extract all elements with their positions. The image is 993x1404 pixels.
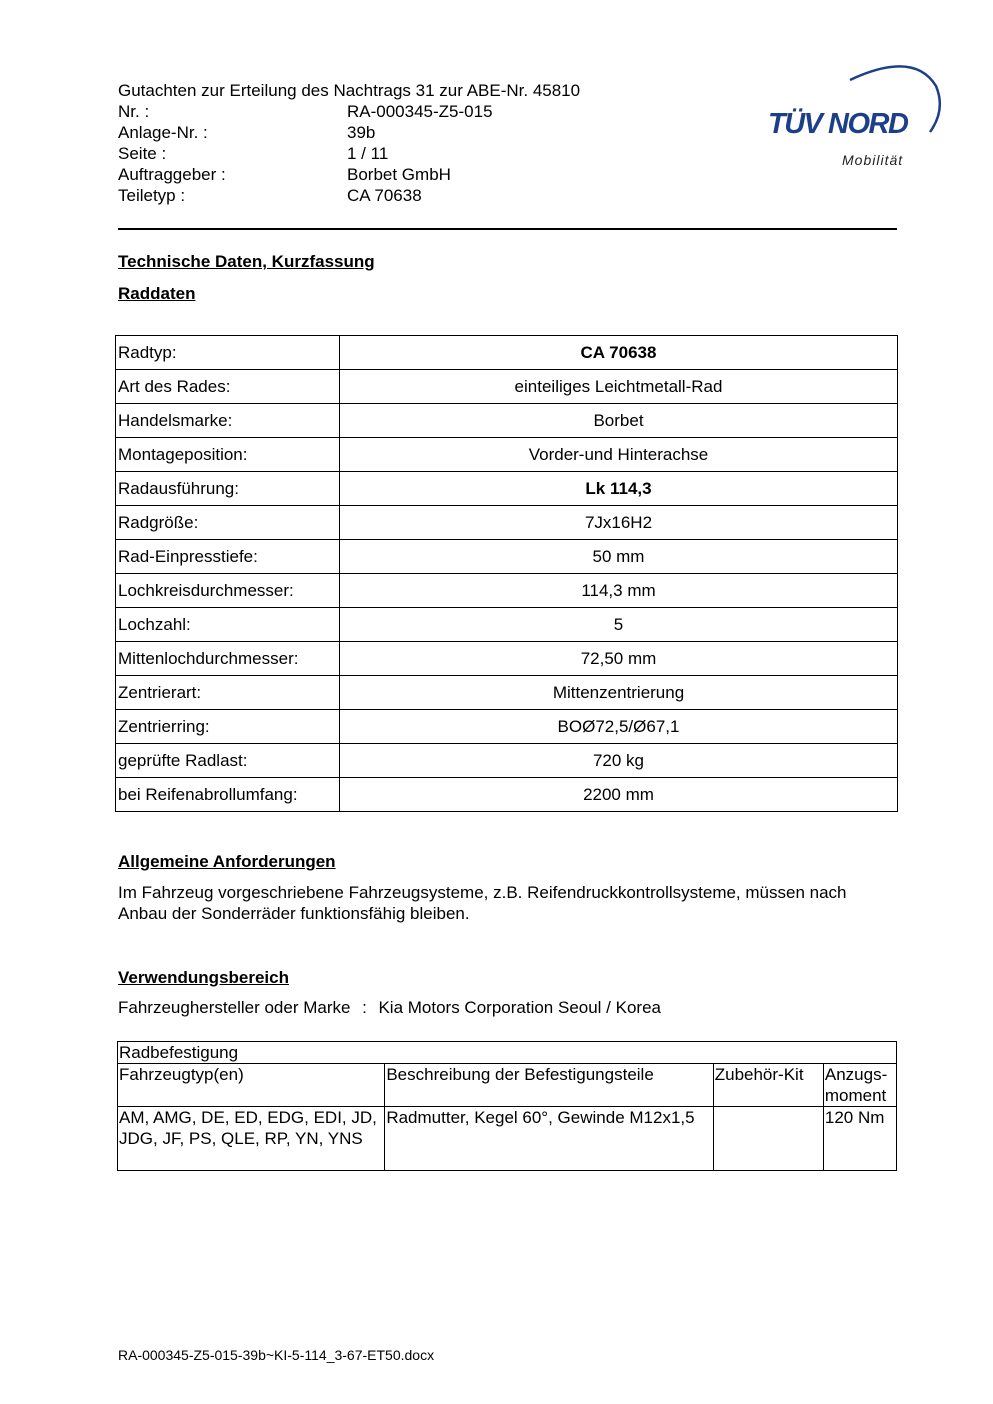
header-row-teiletyp	[118, 185, 580, 206]
header-row-anlage	[118, 122, 580, 143]
table-row	[116, 642, 898, 676]
table-row	[116, 438, 898, 472]
row-label: Handelsmarke:	[116, 404, 340, 438]
table-row	[116, 336, 898, 370]
table-cell-fixing-parts: Radmutter, Kegel 60°, Gewinde M12x1,5	[385, 1107, 713, 1171]
header-label: Teiletyp :	[118, 186, 186, 205]
table-row	[116, 574, 898, 608]
row-label: bei Reifenabrollumfang:	[116, 778, 340, 812]
row-label: geprüfte Radlast:	[116, 744, 340, 778]
header-value: CA 70638	[347, 186, 422, 205]
header-label: Auftraggeber :	[118, 165, 226, 184]
manufacturer-value: Kia Motors Corporation Seoul / Korea	[378, 998, 661, 1017]
header-value: Borbet GmbH	[347, 165, 451, 184]
row-label: Radgröße:	[116, 506, 340, 540]
header-label: Nr. :	[118, 102, 150, 121]
row-label: Rad-Einpresstiefe:	[116, 540, 340, 574]
row-value: Borbet	[340, 404, 898, 438]
table-row	[118, 1107, 897, 1171]
requirements-text: Im Fahrzeug vorgeschriebene Fahrzeugsysteme, z.B. Reifendruckkontrollsysteme, müssen nach Anbau der Sonderräder funktionsfähig bleiben.	[118, 883, 847, 923]
tuv-nord-logo	[764, 56, 944, 176]
row-label: Radtyp:	[116, 336, 340, 370]
row-value: 720 kg	[340, 744, 898, 778]
row-value: einteiliges Leichtmetall-Rad	[340, 370, 898, 404]
row-label: Montageposition:	[116, 438, 340, 472]
row-label: Zentrierring:	[116, 710, 340, 744]
table-row	[116, 778, 898, 812]
document-header	[118, 80, 580, 206]
header-value: 39b	[347, 123, 376, 142]
section-heading-allgemeine-anforderungen: Allgemeine Anforderungen	[118, 852, 336, 871]
column-header: Anzugs-moment	[823, 1064, 896, 1107]
header-label: Anlage-Nr. :	[118, 123, 208, 142]
manufacturer-separator: :	[362, 998, 367, 1017]
table-cell-accessory-kit	[713, 1107, 823, 1171]
document-footer: RA-000345-Z5-015-39b~KI-5-114_3-67-ET50.docx	[118, 1347, 435, 1363]
row-value: 7Jx16H2	[340, 506, 898, 540]
row-value: Vorder-und Hinterachse	[340, 438, 898, 472]
row-value: 72,50 mm	[340, 642, 898, 676]
row-value: CA 70638	[340, 336, 898, 370]
table-cell-vehicle-types: AM, AMG, DE, ED, EDG, EDI, JD, JDG, JF, PS, QLE, RP, YN, YNS	[118, 1107, 385, 1171]
table-row	[116, 710, 898, 744]
header-divider	[118, 228, 897, 230]
column-header: Beschreibung der Befestigungsteile	[385, 1064, 713, 1107]
row-value: BOØ72,5/Ø67,1	[340, 710, 898, 744]
section-heading-technische-daten: Technische Daten, Kurzfassung	[118, 252, 375, 271]
header-row-seite	[118, 143, 580, 164]
table-row	[116, 472, 898, 506]
header-row-nr	[118, 101, 580, 122]
table-row	[116, 370, 898, 404]
row-value: 2200 mm	[340, 778, 898, 812]
row-value: 114,3 mm	[340, 574, 898, 608]
table-row	[116, 744, 898, 778]
raddaten-table	[115, 335, 898, 812]
logo-subtitle: Mobilität	[842, 152, 904, 168]
table-row	[116, 404, 898, 438]
table-row	[116, 676, 898, 710]
header-value: 1 / 11	[347, 144, 389, 163]
table-header-row	[118, 1064, 897, 1107]
row-label: Lochzahl:	[116, 608, 340, 642]
column-header: Zubehör-Kit	[713, 1064, 823, 1107]
row-value: Lk 114,3	[340, 472, 898, 506]
row-label: Mittenlochdurchmesser:	[116, 642, 340, 676]
row-label: Art des Rades:	[116, 370, 340, 404]
table-cell-torque: 120 Nm	[823, 1107, 896, 1171]
table-row	[116, 506, 898, 540]
table-caption-row	[118, 1042, 897, 1064]
manufacturer-line	[118, 998, 661, 1018]
section-heading-raddaten: Raddaten	[118, 284, 196, 303]
radbefestigung-table	[117, 1041, 897, 1171]
table-caption: Radbefestigung	[118, 1042, 897, 1064]
table-row	[116, 608, 898, 642]
table-row	[116, 540, 898, 574]
logo-name: TÜV NORD	[768, 108, 908, 140]
row-label: Radausführung:	[116, 472, 340, 506]
header-value: RA-000345-Z5-015	[347, 102, 493, 121]
header-row-auftraggeber	[118, 164, 580, 185]
row-value: 5	[340, 608, 898, 642]
manufacturer-label: Fahrzeughersteller oder Marke	[118, 998, 351, 1017]
row-label: Zentrierart:	[116, 676, 340, 710]
report-title: Gutachten zur Erteilung des Nachtrags 31 zur ABE-Nr. 45810	[118, 81, 581, 100]
row-label: Lochkreisdurchmesser:	[116, 574, 340, 608]
section-heading-verwendungsbereich: Verwendungsbereich	[118, 968, 289, 987]
row-value: Mittenzentrierung	[340, 676, 898, 710]
column-header: Fahrzeugtyp(en)	[118, 1064, 385, 1107]
row-value: 50 mm	[340, 540, 898, 574]
header-label: Seite :	[118, 144, 167, 163]
